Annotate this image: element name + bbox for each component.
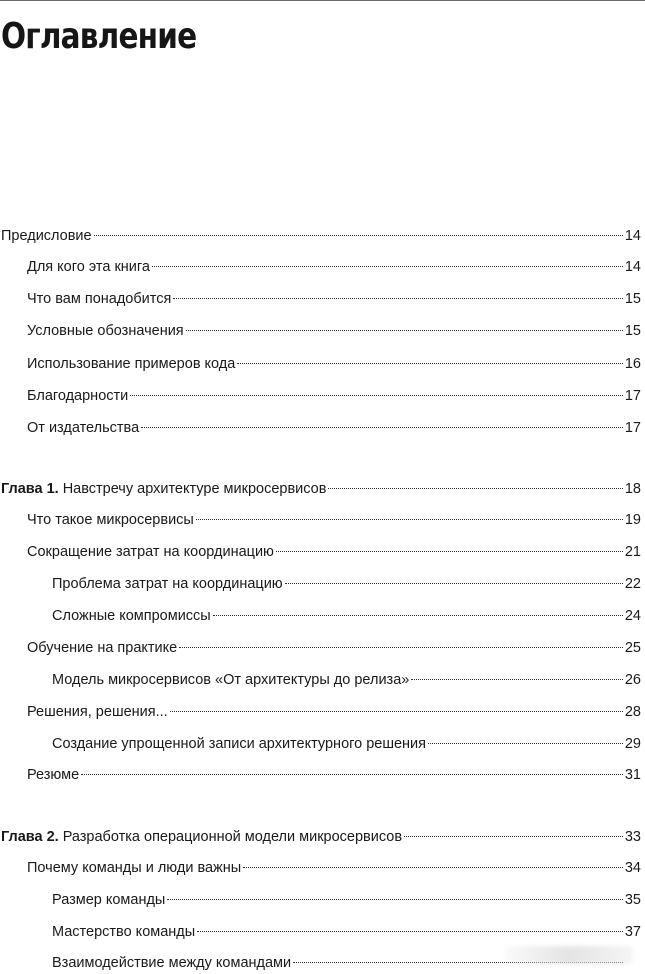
entry-title: Что вам понадобится: [27, 291, 172, 307]
page-number: 34: [624, 860, 641, 876]
entry-title: Резюме: [27, 767, 80, 783]
entry-title: Обучение на практике: [27, 640, 178, 656]
toc-entry[interactable]: [27, 289, 641, 309]
dot-leader: [428, 743, 623, 744]
toc-entry[interactable]: [52, 890, 641, 910]
entry-title: Условные обозначения: [27, 323, 184, 339]
toc-entry[interactable]: [1, 479, 641, 499]
dot-leader: [186, 330, 623, 331]
page-title: Оглавление: [1, 16, 197, 57]
toc-entry[interactable]: [27, 418, 641, 438]
toc-entry[interactable]: [27, 257, 641, 277]
dot-leader: [285, 583, 623, 584]
dot-leader: [197, 931, 623, 932]
page-number: 17: [624, 388, 641, 404]
entry-title: Использование примеров кода: [27, 356, 236, 372]
entry-title: Создание упрощенной записи архитектурного решения: [52, 736, 426, 752]
entry-title: Что такое микросервисы: [27, 512, 194, 528]
toc-entry[interactable]: [27, 542, 641, 562]
page-number: 21: [624, 544, 641, 560]
toc-entry[interactable]: [52, 574, 641, 594]
page-number: 14: [624, 259, 641, 275]
dot-leader: [167, 899, 623, 900]
dot-leader: [94, 235, 623, 236]
dot-leader: [411, 679, 623, 680]
page-number: 24: [624, 608, 641, 624]
page-number: 29: [624, 736, 641, 752]
page-number: 31: [624, 767, 641, 783]
page-number: 33: [624, 829, 641, 845]
toc-entry[interactable]: [52, 734, 641, 754]
dot-leader: [130, 395, 623, 396]
dot-leader: [196, 519, 623, 520]
page-number: 19: [624, 512, 641, 528]
toc-entry[interactable]: [27, 702, 641, 722]
toc-entry[interactable]: [52, 922, 641, 942]
page-number: 14: [624, 228, 641, 244]
page-number: 28: [624, 704, 641, 720]
page-number: 37: [624, 924, 641, 940]
toc-entry[interactable]: [52, 606, 641, 626]
entry-title: Почему команды и люди важны: [27, 860, 242, 876]
dot-leader: [243, 867, 623, 868]
page-number: 35: [624, 892, 641, 908]
entry-title: Взаимодействие между командами: [52, 955, 292, 971]
entry-title: Проблема затрат на координацию: [52, 576, 283, 592]
watermark: [505, 946, 633, 964]
page-number: 22: [624, 576, 641, 592]
entry-title: Мастерство команды: [52, 924, 196, 940]
page-number: 17: [624, 420, 641, 436]
toc-entry[interactable]: [1, 226, 641, 246]
dot-leader: [404, 836, 623, 837]
entry-title: Решения, решения...: [27, 704, 168, 720]
toc-entry[interactable]: [27, 638, 641, 658]
entry-title: Размер команды: [52, 892, 166, 908]
page-number: 15: [624, 323, 641, 339]
toc-entry[interactable]: [27, 765, 641, 785]
dot-leader: [141, 427, 623, 428]
dot-leader: [213, 615, 623, 616]
entry-title: Для кого эта книга: [27, 259, 150, 275]
entry-title: Сложные компромиссы: [52, 608, 211, 624]
chapter-prefix: Глава 2.: [1, 829, 59, 845]
dot-leader: [81, 774, 623, 775]
page-number: 18: [624, 481, 641, 497]
toc-entry[interactable]: [1, 827, 641, 847]
page-number: 26: [624, 672, 641, 688]
toc-entry[interactable]: [52, 670, 641, 690]
page-number: 15: [624, 291, 641, 307]
toc-entry[interactable]: [27, 354, 641, 374]
dot-leader: [152, 266, 623, 267]
dot-leader: [237, 363, 623, 364]
dot-leader: [170, 711, 623, 712]
toc-entry[interactable]: [27, 321, 641, 341]
toc-entry[interactable]: [27, 510, 641, 530]
entry-title: Предисловие: [1, 228, 92, 244]
page-number: 16: [624, 356, 641, 372]
entry-title: Навстречу архитектуре микросервисов: [62, 481, 327, 497]
dot-leader: [173, 298, 623, 299]
entry-title: От издательства: [27, 420, 140, 436]
entry-title: Благодарности: [27, 388, 129, 404]
chapter-prefix: Глава 1.: [1, 481, 59, 497]
dot-leader: [179, 647, 623, 648]
entry-title: Модель микросервисов «От архитектуры до релиза»: [52, 672, 410, 688]
entry-title: Разработка операционной модели микросервисов: [62, 829, 403, 845]
toc-entry[interactable]: [27, 386, 641, 406]
page-number: 25: [624, 640, 641, 656]
toc-entry[interactable]: [27, 858, 641, 878]
entry-title: Сокращение затрат на координацию: [27, 544, 274, 560]
dot-leader: [276, 551, 623, 552]
dot-leader: [328, 488, 622, 489]
